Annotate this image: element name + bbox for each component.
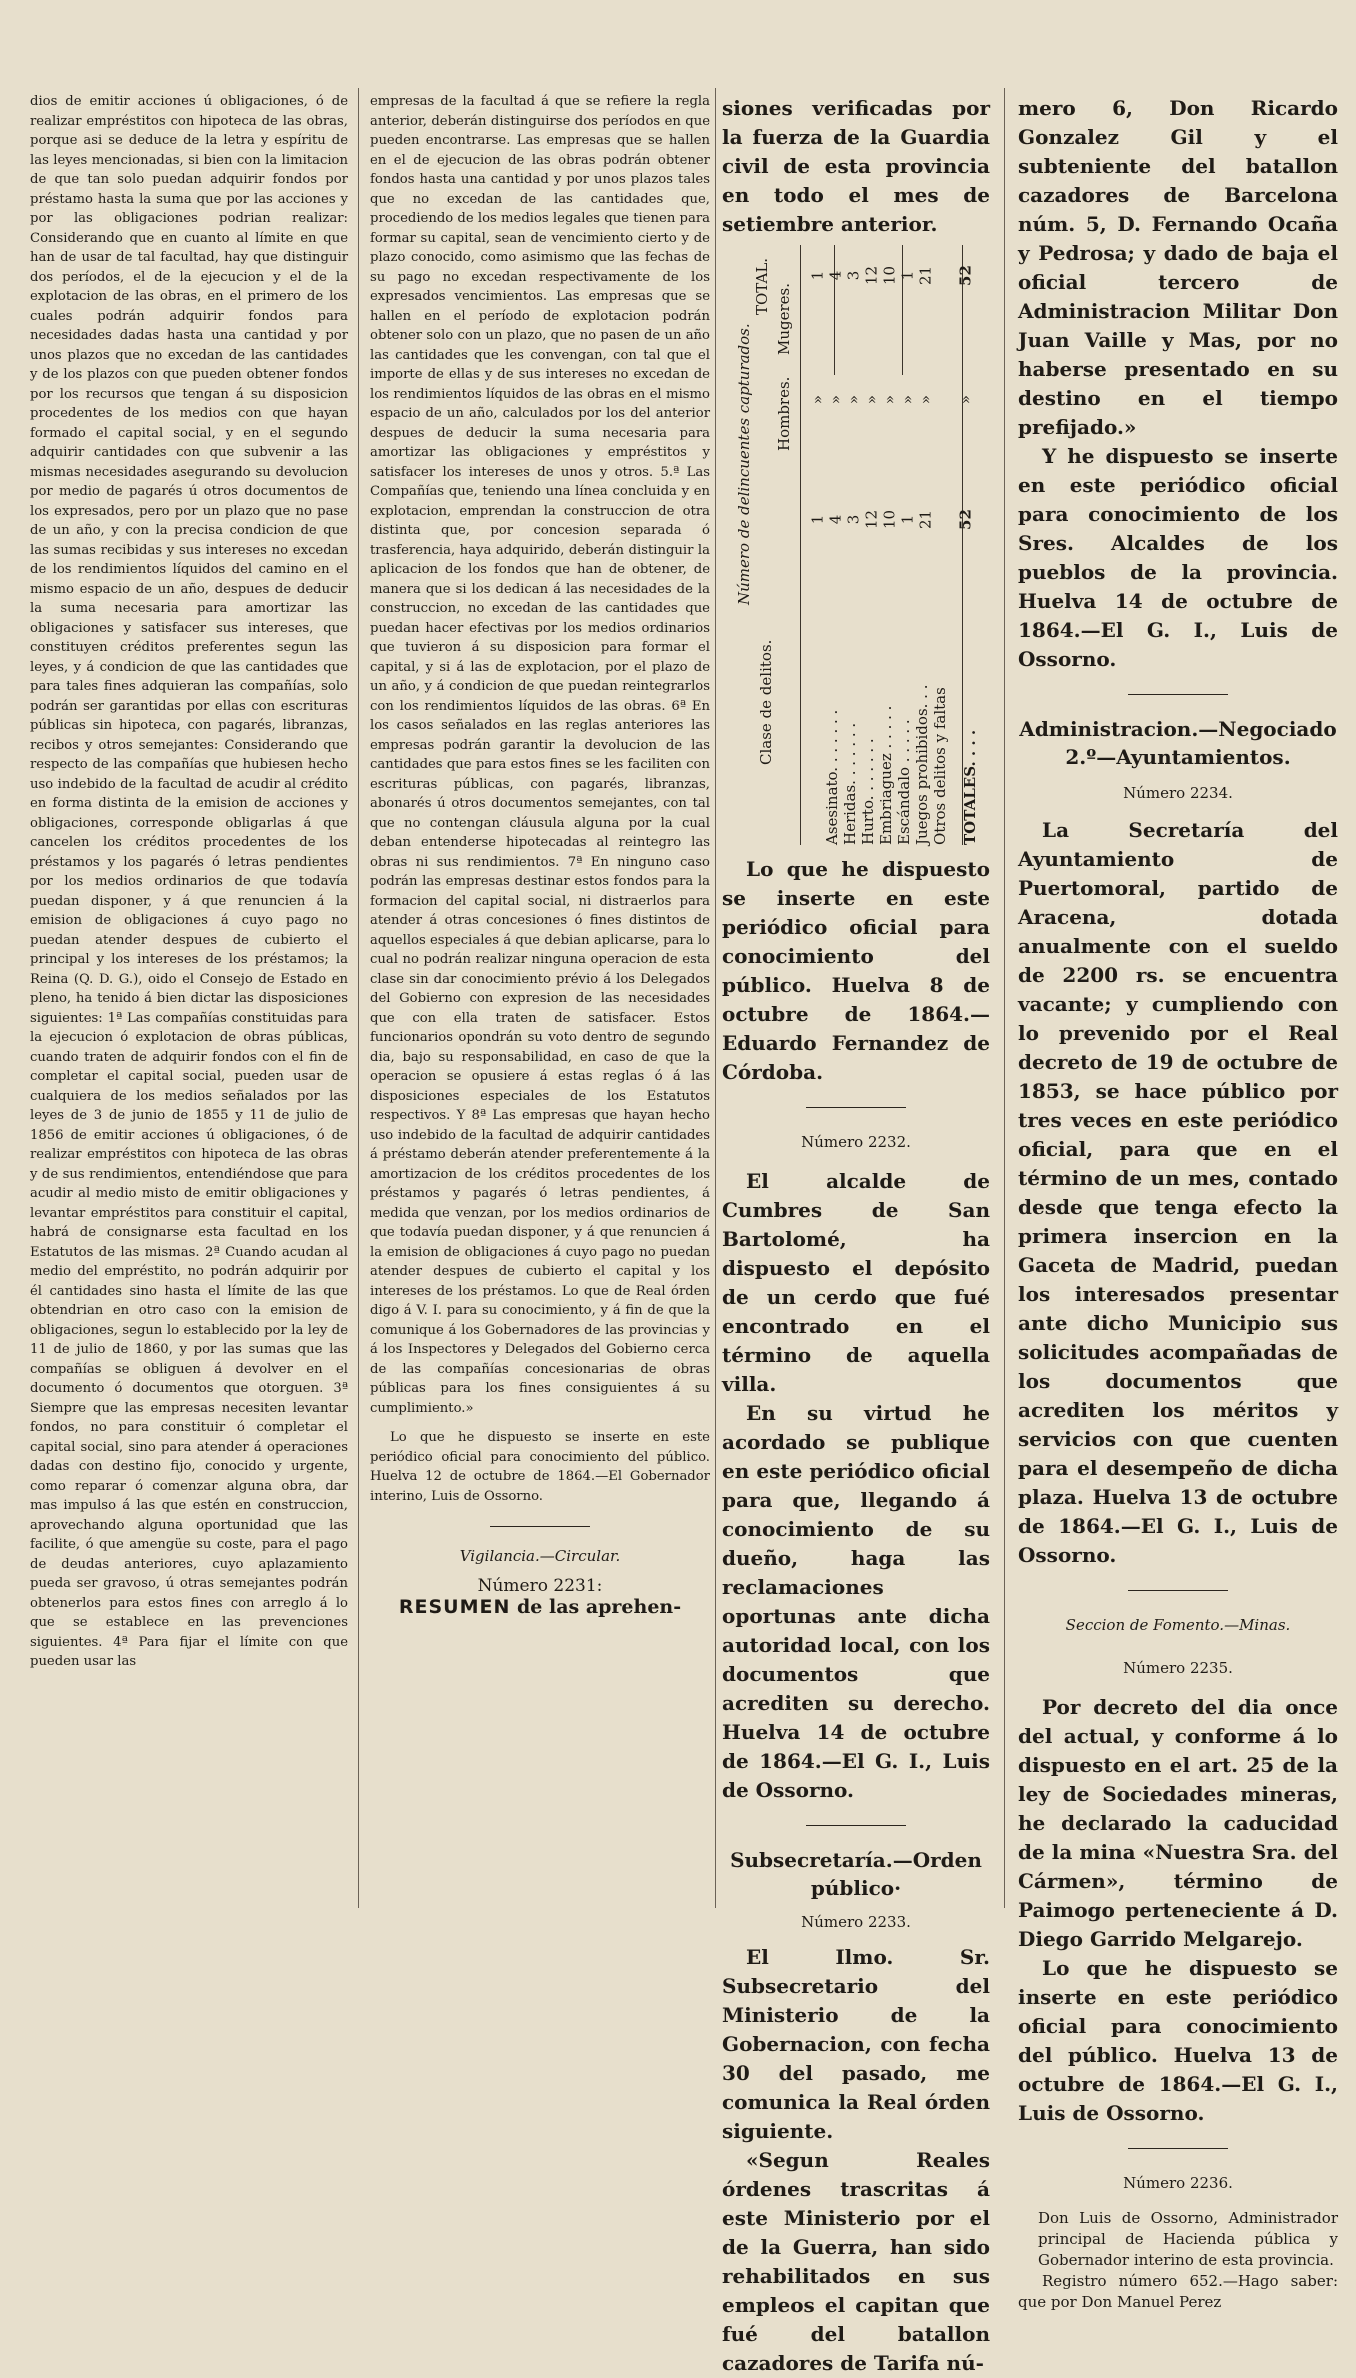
mugeres-cell: » <box>808 394 827 405</box>
header-numero: Número de delincuentes capturados. <box>735 323 753 605</box>
row-otros: Otros delitos y faltas <box>931 687 949 845</box>
p2233b: «Segun Reales órdenes trascritas á este Ministerio por el de la Guerra, han sido rehabilitados en sus empleos el capitan que fué del batallon cazadores de Tarifa nú- <box>722 2148 990 2375</box>
divider <box>806 1107 906 1108</box>
total-cell: 21 <box>916 265 935 286</box>
total-cell: 3 <box>844 270 863 281</box>
col3-intro: siones verificadas por la fuerza de la Guardia civil de esta provincia en todo el mes de setiembre anterior. <box>722 96 990 236</box>
column-4 <box>1018 94 1338 2311</box>
totales-hombres-cell: 52 <box>956 509 975 530</box>
col4-cont: mero 6, Don Ricardo Gonzalez Gil y el subteniente del batallon cazadores de Barcelona núm. 5, D. Fernando Ocaña y Pedrosa; y dado de baja el oficial tercero de Administracion Militar Don Juan Vaille y Mas, por no haberse presentado en su destino en el tiempo prefijado.» <box>1018 96 1338 439</box>
divider <box>490 1526 590 1527</box>
divider <box>1128 2148 1228 2149</box>
col1-text: dios de emitir acciones ú obligaciones, ó de realizar empréstitos con hipoteca de las obras, porque asi se deduce de la letra y espíritu de las leyes mencionadas, si bien con la limitacion de que tan solo puedan adquirir fondos por préstamo hasta la suma que por las acciones y por las obligaciones podrian realizar: Considerando que en cuanto al límite en que han de usar de tal facultad, hay que distinguir dos períodos, el de la ejecucion y el de la explotacion de las obras, en el primero de los cuales podrán adquirir fondos para necesidades dadas hasta una cantidad y por unos plazos que no excedan de las cantidades y de los plazos con que pueden obtener fondos por los recursos que tengan á su disposicion procedentes de los medios con que hayan formado el capital social, y en el segundo adquirir cantidades con que subvenir a las mismas necesidades asegurando su devolucion por medio de pagarés ú otros documentos de los expresados, pero por un plazo que no pase de un año, y con la precisa condicion de que las sumas recibidas y sus intereses no excedan de los rendimientos líquidos del camino en el mismo espacio de un año, despues de deducir la suma necesaria para amortizar las obligaciones y satisfacer sus intereses, que constituyen créditos preferentes segun las leyes, y á condicion de que las cantidades que para tales fines adquieran las compañías, solo podrán ser garantidas por ellas con escrituras públicas sin hipoteca, con pagarés, libranzas, recibos y otros semejantes: Considerando que respecto de las compañías que hubiesen hecho uso indebido de la facultad de acudir al crédito en forma distinta de la emision de acciones y obligaciones, corresponde obligarlas á que cancelen los créditos procedentes de los préstamos y los pagarés ó letras pendientes por los medios ordinarios de que todavía puedan disponer, y á que renuncien á la emision de obligaciones á cuyo pago no puedan atender despues de cubierto el principal y los intereses de los préstamos; la Reina (Q. D. G.), oido el Consejo de Estado en pleno, ha tenido á bien dictar las disposiciones siguientes: 1ª Las compañías constituidas para la ejecucion ó explotacion de obras públicas, cuando traten de adquirir fondos con el fin de completar el capital social, pueden usar de cualquiera de los medios señalados por las leyes de 3 de junio de 1855 y 11 de julio de 1856 de emitir acciones ú obligaciones, ó de realizar empréstitos con hipoteca de las obras y de sus rendimientos, entendiéndose que para acudir al medio misto de emitir obligaciones y levantar empréstitos para constituir el capital, habrá de consignarse esta facultad en los Estatutos de las mismas. 2ª Cuando acudan al medio del empréstito, no podrán adquirir por él cantidades sino hasta el límite de las que obtendrian en otro caso con la emision de obligaciones, segun lo establecido por la ley de 11 de julio de 1860, y por las sumas que las compañías se obliguen á devolver en el documento ó documentos que otorguen. 3ª Siempre que las empresas necesiten levantar fondos, no para constituir ó completar el capital social, sino para atender á operaciones dadas con destino fijo, conocido y urgente, como reparar ó comenzar alguna obra, dar mas impulso á las que estén en construccion, aprovechando alguna oportunidad que las facilite, ó que amengüe su coste, para el pago de deudas anteriores, cuyo aplazamiento pueda ser gravoso, ú otras semejantes podrán obtenerlos para estos fines con arreglo á lo que se establece en las prevenciones siguientes. 4ª Para fijar el límite con que pueden usar las <box>30 94 348 1669</box>
mugeres-cell: » <box>862 394 881 405</box>
admin-heading: Administracion.—Negociado 2.º—Ayuntamientos. <box>1019 717 1337 769</box>
header-total: TOTAL. <box>753 257 771 315</box>
column-rule <box>715 88 716 1908</box>
column-2 <box>370 92 710 1912</box>
row-juegos: Juegos prohibidos. . . <box>913 684 931 845</box>
section-vigilancia: Vigilancia.—Circular. <box>459 1547 621 1565</box>
hombres-cell: 21 <box>916 509 935 530</box>
row-escandalo: Escándalo . . . . . <box>895 719 913 845</box>
row-hurto: Hurto. . . . . . . <box>859 738 877 845</box>
row-heridas: Heridas. . . . . . . <box>841 722 859 845</box>
totales-total-cell: 52 <box>956 265 975 286</box>
col3-after-table: Lo que he dispuesto se inserte en este periódico oficial para conocimiento del público. Huelva 8 de octubre de 1864.—Eduardo Fernandez de Córdoba. <box>722 857 990 1084</box>
totales-mugeres-cell: » <box>956 394 975 405</box>
notice-number-2235: Número 2235. <box>1123 1659 1233 1677</box>
total-cell: 4 <box>826 270 845 281</box>
header-hombres: Hombres. <box>775 376 793 451</box>
mugeres-cell: » <box>844 394 863 405</box>
header-mugeres: Mugeres. <box>775 282 793 355</box>
notice-number-2233: Número 2233. <box>801 1913 911 1931</box>
fomento-heading: Seccion de Fomento.—Minas. <box>1065 1616 1291 1634</box>
notice-number-2232: Número 2232. <box>801 1133 911 1151</box>
resumen-heading <box>370 1598 710 1618</box>
notice-2236 <box>1018 2208 1338 2313</box>
row-asesinato: Asesinato. . . . . . . <box>823 709 841 845</box>
col2-text: empresas de la facultad á que se refiere la regla anterior, deberán distinguirse dos períodos en que pueden encontrarse. Las empresas que se hallen en el de ejecucion de las obras podrán obtener fondos hasta una cantidad y por unos plazos tales que no excedan de las cantidades que, procediendo de los medios legales que tienen para formar su capital, sean de vencimiento cierto y de plazo conocido, como asimismo que las fechas de su pago no excedan respectivamente de los expresados vencimientos. Las empresas que se hallen en el período de explotacion podrán obtener solo con un plazo, que no pasen de un año las cantidades que les convengan, con tal que el importe de ellas y de sus intereses no excedan de los rendimientos líquidos de las obras en el mismo espacio de un año, calculados por los del anterior despues de deducir la suma necesaria para amortizar las obligaciones y empréstitos y satisfacer los intereses de unos y otros. 5.ª Las Compañías que, teniendo una línea concluida y en explotacion, emprendan la construccion de otra distinta que, por concesion separada ó trasferencia, haya adquirido, deberán distinguir la aplicacion de los fondos que han de obtener, de manera que si los dedican á las necesidades de la construccion, no excedan de las cantidades que puedan hacer efectivas por los medios ordinarios que tuvieron á su disposicion para formar el capital, y si á las de explotacion, por el plazo de un año, y á condicion de que puedan reintegrarlos con los rendimientos líquidos de las obras. 6ª En los casos señalados en las reglas anteriores las empresas podrán garantir la devolucion de las cantidades que para estos fines se les faciliten con escrituras públicas, con pagarés, libranzas, abonarés ú otros documentos semejantes, con tal que no contengan cláusula alguna por la cual deban entenderse hipotecadas al reintegro las obras ni sus rendimientos. 7ª En ninguno caso podrán las empresas destinar estos fondos para la formacion del capital social, ni distraerlos para atender á otras concesiones ó fines distintos de aquellos especiales á que debian aplicarse, para lo cual no podrán realizar ninguna operacion de esta clase sin dar conocimiento prévio á los Delegados del Gobierno con expresion de las necesidades que con ella traten de satisfacer. Estos funcionarios opondrán su voto dentro de segundo dia, bajo su responsabilidad, en caso de que la operacion se opusiere á estas reglas ó á las disposiciones especiales de los Estatutos respectivos. Y 8ª Las empresas que hayan hecho uso indebido de la facultad de adquirir cantidades á préstamo deberán atender preferentemente á la amortizacion de los créditos procedentes de los préstamos y pagarés ó letras pendientes, á medida que venzan, por los medios ordinarios de que todavía puedan disponer, y á que renuncien á la emision de obligaciones á cuyo pago no puedan atender despues de cubierto el capital y los intereses de los préstamos. Lo que de Real órden digo á V. I. para su conocimiento, y á fin de que la comunique á los Gobernadores de las provincias y á los Inspectores y Delegados del Gobierno cerca de las compañías concesionarias de obras públicas para los fines consiguientes á su cumplimiento.» <box>370 94 710 1416</box>
p2233a: El Ilmo. Sr. Subsecretario del Ministerio de la Gobernacion, con fecha 30 del pasado, me comunica la Real órden siguiente. <box>722 1945 990 2143</box>
column-rule <box>358 88 359 1908</box>
total-cell: 12 <box>862 265 881 286</box>
p2232a: El alcalde de Cumbres de San Bartolomé, ha dispuesto el depósito de un cerdo que fué encontrado en el término de aquella villa. <box>722 1169 990 1396</box>
hombres-cell: 1 <box>898 514 917 525</box>
mugeres-cell: » <box>826 394 845 405</box>
hombres-cell: 4 <box>826 514 845 525</box>
header-clase: Clase de delitos. <box>757 639 775 765</box>
mugeres-cell: » <box>880 394 899 405</box>
hombres-cell: 12 <box>862 509 881 530</box>
total-cell: 10 <box>880 265 899 286</box>
total-cell: 1 <box>808 270 827 281</box>
row-totales: TOTALES. . . . <box>961 729 979 845</box>
hombres-cell: 1 <box>808 514 827 525</box>
p2235b: Lo que he dispuesto se inserte en este periódico oficial para conocimiento del público. Huelva 13 de octubre de 1864.—El G. I., Luis de Ossorno. <box>1018 1956 1338 2125</box>
col4-cont2: Y he dispuesto se inserte en este periódico oficial para conocimiento de los Sres. Alcaldes de los pueblos de la provincia. Huelva 14 de octubre de 1864.—El G. I., Luis de Ossorno. <box>1018 444 1338 671</box>
p2234: La Secretaría del Ayuntamiento de Puertomoral, partido de Aracena, dotada anualmente con el sueldo de 2200 rs. se encuentra vacante; y cumpliendo con lo prevenido por el Real decreto de 19 de octubre de 1853, se hace público por tres veces en este periódico oficial, para que en el término de un mes, contado desde que tenga efecto la primera insercion en la Gaceta de Madrid, puedan los interesados presentar ante dicho Municipio sus solicitudes acompañadas de los documentos que acrediten los méritos y servicios con que cuenten para el desempeño de dicha plaza. Huelva 13 de octubre de 1864.—El G. I., Luis de Ossorno. <box>1018 818 1338 1567</box>
column-rule <box>1004 88 1005 1908</box>
resumen-rest: de las aprehen- <box>510 1596 682 1618</box>
notice-number-2231: Número 2231: <box>477 1575 603 1596</box>
subsecretaria-heading: Subsecretaría.—Orden público· <box>730 1848 982 1900</box>
col2-closing: Lo que he dispuesto se inserte en este periódico oficial para conocimiento del público. Huelva 12 de octubre de 1864.—El Gobernador interino, Luis de Ossorno. <box>370 1430 710 1504</box>
hombres-cell: 10 <box>880 509 899 530</box>
p2236a: Don Luis de Ossorno, Administrador principal de Hacienda pública y Gobernador interino de esta provincia. <box>1038 2209 1338 2269</box>
p2235a: Por decreto del dia once del actual, y conforme á lo dispuesto en el art. 25 de la ley de Sociedades mineras, he declarado la caducidad de la mina «Nuestra Sra. del Cármen», término de Paimogo perteneciente á D. Diego Garrido Melgarejo. <box>1018 1695 1338 1951</box>
column-1 <box>30 92 348 1912</box>
p2236b: Registro número 652.—Hago saber: que por Don Manuel Perez <box>1018 2272 1338 2311</box>
row-embriaguez: Embriaguez . . . . . <box>877 705 895 845</box>
arrest-summary-table <box>722 245 990 855</box>
mugeres-cell: » <box>898 394 917 405</box>
hombres-cell: 3 <box>844 514 863 525</box>
resumen-word: RESUMEN <box>398 1596 511 1618</box>
mugeres-cell: » <box>916 394 935 405</box>
divider <box>1128 1590 1228 1591</box>
notice-number-2234: Número 2234. <box>1123 784 1233 802</box>
divider <box>1128 694 1228 695</box>
p2232b: En su virtud he acordado se publique en este periódico oficial para que, llegando á conocimiento de su dueño, haga las reclamaciones oportunas ante dicha autoridad local, con los documentos que acrediten su derecho. Huelva 14 de octubre de 1864.—El G. I., Luis de Ossorno. <box>722 1401 990 1802</box>
total-cell: 1 <box>898 270 917 281</box>
divider <box>806 1825 906 1826</box>
notice-number-2236: Número 2236. <box>1123 2174 1233 2192</box>
column-3 <box>722 94 990 2375</box>
